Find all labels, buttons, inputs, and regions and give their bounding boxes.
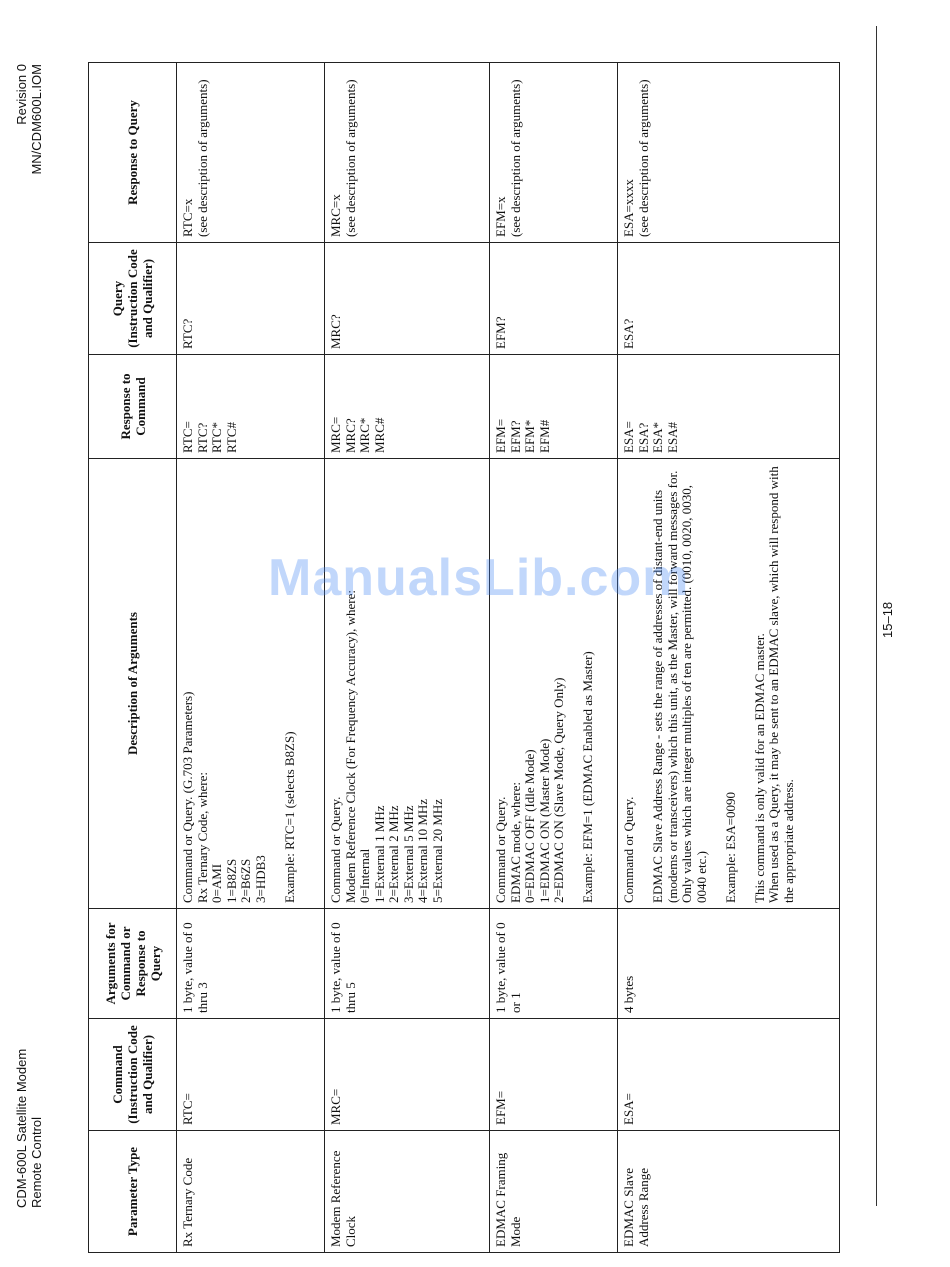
table-header-row: [89, 63, 177, 1253]
resp-query-cell: EFM=x (see description of arguments): [490, 63, 618, 243]
resp-cmd-cell: EFM= EFM? EFM* EFM#: [490, 355, 618, 459]
col-header: Arguments for Command or Response to Query: [89, 909, 177, 1019]
query-cell: RTC?: [177, 243, 325, 355]
revision-label: Revision 0: [14, 64, 29, 125]
command-cell: ESA=: [618, 1019, 840, 1131]
page-header-right: [14, 64, 44, 224]
table-row: [490, 63, 618, 1253]
col-header: Query (Instruction Code and Qualifier): [89, 243, 177, 355]
table-row: [325, 63, 490, 1253]
watermark: ManualsLib.com: [268, 549, 690, 607]
resp-cmd-cell: ESA= ESA? ESA* ESA#: [618, 355, 840, 459]
command-table: [88, 62, 840, 1253]
col-header: Description of Arguments: [89, 459, 177, 909]
product-name: CDM-600L Satellite Modem: [14, 1048, 29, 1208]
resp-cmd-cell: RTC= RTC? RTC* RTC#: [177, 355, 325, 459]
resp-query-cell: MRC=x (see description of arguments): [325, 63, 490, 243]
page-header-left: [14, 1049, 44, 1208]
document-id: MN/CDM600L.IOM: [29, 64, 44, 175]
param-cell: EDMAC Framing Mode: [490, 1131, 618, 1253]
command-cell: MRC=: [325, 1019, 490, 1131]
col-header: Parameter Type: [89, 1131, 177, 1253]
section-name: Remote Control: [29, 1116, 44, 1208]
resp-query-cell: RTC=x (see description of arguments): [177, 63, 325, 243]
args-cell: 1 byte, value of 0 thru 5: [325, 909, 490, 1019]
margin-rule: [876, 26, 877, 1206]
param-cell: EDMAC Slave Address Range: [618, 1131, 840, 1253]
args-cell: 4 bytes: [618, 909, 840, 1019]
page-number: 15–18: [880, 601, 895, 638]
col-header: Response to Command: [89, 355, 177, 459]
args-cell: 1 byte, value of 0 or 1: [490, 909, 618, 1019]
col-header: Command (Instruction Code and Qualifier): [89, 1019, 177, 1131]
desc-cell: Command or Query. Modem Reference Clock (For Frequency Accuracy), where: 0=Internal 1=External 1 MHz 2=External 2 MHz 3=External 5 MHz 4=External 10 MHz 5=External 20 MHz: [325, 459, 490, 909]
col-header: Response to Query: [89, 63, 177, 243]
table-row: [618, 63, 840, 1253]
query-cell: MRC?: [325, 243, 490, 355]
desc-cell: Command or Query. (G.703 Parameters) Rx Ternary Code, where: 0=AMI 1=B8ZS 2=B6ZS 3=HDB3 Example: RTC=1 (selects B8ZS): [177, 459, 325, 909]
command-cell: EFM=: [490, 1019, 618, 1131]
resp-query-cell: ESA=xxxx (see description of arguments): [618, 63, 840, 243]
desc-cell: Command or Query. EDMAC Slave Address Range - sets the range of addresses of distant-end units (modems or transceivers) which this unit, as the Master, will forward messages for. Only values which are integer multiples of ten are permitted. (0010, 0020, 0030, 0040 etc.) Example: ESA=0090 This command is only valid for an EDMAC master. When used as a Query, it may be sent to an EDMAC slave, which will respond with the appropriate address.: [618, 459, 840, 909]
query-cell: ESA?: [618, 243, 840, 355]
param-cell: Modem Reference Clock: [325, 1131, 490, 1253]
desc-cell: Command or Query. EDMAC mode, where: 0=EDMAC OFF (Idle Mode) 1=EDMAC ON (Master Mode) 2=EDMAC ON (Slave Mode, Query Only) Example: EFM=1 (EDMAC Enabled as Master): [490, 459, 618, 909]
table-row: [177, 63, 325, 1253]
args-cell: 1 byte, value of 0 thru 3: [177, 909, 325, 1019]
param-cell: Rx Ternary Code: [177, 1131, 325, 1253]
command-cell: RTC=: [177, 1019, 325, 1131]
rotated-table-wrapper: [88, 63, 840, 1253]
query-cell: EFM?: [490, 243, 618, 355]
resp-cmd-cell: MRC= MRC? MRC* MRC#: [325, 355, 490, 459]
